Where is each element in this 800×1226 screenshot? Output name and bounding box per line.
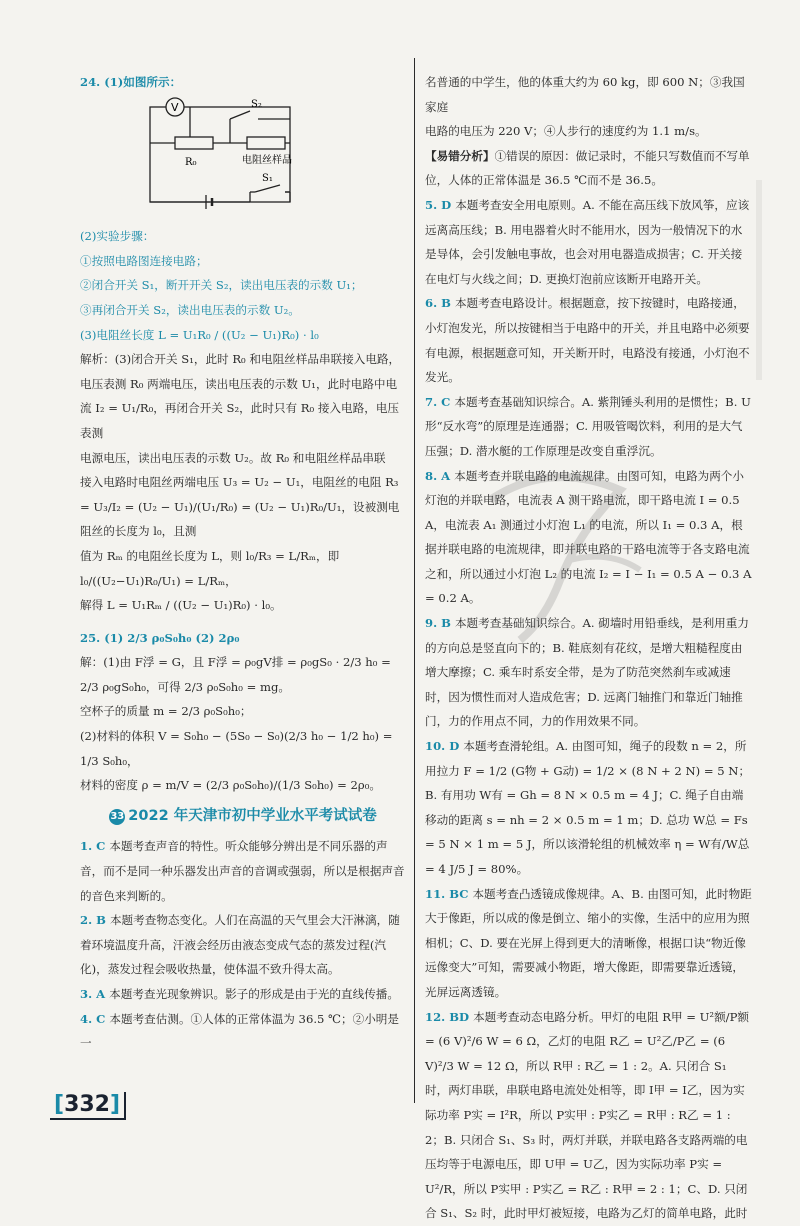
- q25-line: 材料的密度 ρ = m/V = (2/3 ρ₀S₀h₀)/(1/3 S₀h₀) = 2ρ₀。: [80, 778, 381, 793]
- q25-line: 空杯子的质量 m = 2/3 ρ₀S₀h₀；: [80, 704, 252, 719]
- q25-heading: 25. (1) 2/3 ρ₀S₀h₀ (2) 2ρ₀: [80, 630, 240, 645]
- q24-line: 接入电路时电阻丝两端电压 U₃ = U₂ − U₁，电阻丝的电阻 R₃: [80, 475, 399, 490]
- answer-item: 11. BC 本题考查凸透镜成像规律。A、B. 由图可知，此时物距大于像距，所以成的像是倒立、缩小的实像，生活中的应用为照相机；C、D. 要在光屏上得到更大的清晰像，根据口诀“物近像远像变大”可知，需要减小物距，增大像距，即需要靠近透镜，光屏远离透镜。: [425, 886, 752, 999]
- answer-item: 6. B 本题考查电路设计。根据题意，按下按键时，电路接通，小灯泡发光，所以按键相当于电路中的开关，并且电路中必须要有电源，根据题意可知，开关断开时，电路没有接通，小灯泡不发光。: [425, 296, 750, 385]
- answer-item: 9. B 本题考查基础知识综合。A. 砌墙时用铅垂线，是利用重力的方向总是竖直向下的；B. 鞋底刻有花纹，是增大粗糙程度由增大摩擦；C. 乘车时系安全带，是为了防范突然刹车或减速时，因为惯性而对人造成危害；D. 远离门轴推门和靠近门轴推门，力的作用点不同，力的作用效果不同。: [425, 616, 749, 729]
- q24-heading: 24. (1)如图所示：: [80, 75, 182, 89]
- q24-line: 流 I₂ = U₁/R₀，再闭合开关 S₂，此时只有 R₀ 接入电路，电压表测: [80, 401, 400, 440]
- answer-item: 8. A 本题考查并联电路的电流规律。由图可知，电路为两个小灯泡的并联电路，电流表 A 测干路电流，即干路电流 I = 0.5 A，电流表 A₁ 测通过小灯泡 L₁ 的电流，所以 I₁ = 0.3 A，根据并联电路的电流规律，即并联电路的干路电流等于各支路电流之和，所以通过小灯泡 L₂ 的电流 I₂ = I − I₁ = 0.5 A − 0.3 A = 0.2 A。: [425, 468, 752, 606]
- q24-line: (2)实验步骤：: [80, 229, 155, 244]
- yicuo-note: 【易错分析】①错误的原因：做记录时，不能只写数值而不写单位，人体的正常体温是 36.5 ℃而不是 36.5。: [425, 148, 750, 188]
- column-divider: [414, 58, 415, 1103]
- s2-label: S₂: [251, 98, 262, 110]
- answer-item: 4. C 本题考查估测。①人体的正常体温为 36.5 ℃；②小明是一: [80, 1011, 399, 1051]
- q24-line: ③再闭合开关 S₂，读出电压表的示数 U₂。: [80, 302, 300, 317]
- q25-line: (2)材料的体积 V = S₀h₀ − (5S₀ − S₀)(2/3 h₀ − 1/2 h₀) =: [80, 729, 393, 744]
- section-number: 33: [109, 809, 125, 825]
- margin-shade: [756, 180, 762, 380]
- section-title-text: 2022 年天津市初中学业水平考试试卷: [128, 807, 377, 824]
- sample-label: 电阻丝样品: [242, 154, 292, 166]
- q24-line: 电压表测 R₀ 两端电压，读出电压表的示数 U₁，此时电路中电: [80, 376, 398, 391]
- q25-line: 2/3 ρ₀gS₀h₀，可得 2/3 ρ₀S₀h₀ = mg。: [80, 679, 291, 694]
- answer-item: 7. C 本题考查基础知识综合。A. 紫荆锤头利用的是惯性；B. U 形“反水弯”的原理是连通器；C. 用吸管喝饮料，利用的是大气压强；D. 潜水艇的工作原理是改变自重浮沉。: [425, 394, 751, 458]
- q24-line: = U₃/I₂ = (U₂ − U₁)/(U₁/R₀) = (U₂ − U₁)R₀/U₁，设被测电阻丝的长度为 l₀，且测: [80, 499, 400, 539]
- answer-item: 3. A 本题考查光现象辨识。影子的形成是由于光的直线传播。: [80, 987, 399, 1001]
- q24-line: 解析：(3)闭合开关 S₁，此时 R₀ 和电阻丝样品串联接入电路，: [80, 352, 401, 367]
- q24-line: 电源电压，读出电压表的示数 U₂。故 R₀ 和电阻丝样品串联: [80, 450, 386, 465]
- answer-item: 2. B 本题考查物态变化。人们在高温的天气里会大汗淋漓，随着环境温度升高，汗液会经历由液态变成气态的蒸发过程(汽化)，蒸发过程会吸收热量，使体温不致升得太高。: [80, 913, 400, 977]
- answer-item: 5. D 本题考查安全用电原则。A. 不能在高压线下放风筝，应该远离高压线；B. 用电器着火时不能用水，因为一般情况下的水是导体，会引发触电事故，也会对用电器造成损害；C. 开关接在电灯与火线之间；D. 更换灯泡前应该断开电路开关。: [425, 197, 750, 286]
- q25-line: 解：(1)由 F浮 = G，且 F浮 = ρ₀gV排 = ρ₀gS₀ · 2/3 h₀ =: [80, 655, 391, 670]
- left-column: [80, 70, 406, 1056]
- r0-label: R₀: [185, 156, 197, 168]
- q24-line: 值为 Rₘ 的电阻丝长度为 L，则 l₀/R₃ = L/Rₘ，即 l₀/((U₂−U₁)R₀/U₁) = L/Rₘ，: [80, 548, 340, 588]
- q24-line: ①按照电路图连接电路；: [80, 253, 208, 268]
- section-title: [80, 804, 406, 829]
- voltmeter-label: V: [171, 100, 179, 114]
- q24-line: 解得 L = U₁Rₘ / ((U₂ − U₁)R₀) · l₀。: [80, 598, 282, 613]
- intro-line: 名普通的中学生，他的体重大约为 60 kg，即 600 N；③我国家庭: [425, 75, 745, 114]
- q24-line: (3)电阻丝长度 L = U₁R₀ / ((U₂ − U₁)R₀) · l₀: [80, 327, 319, 342]
- intro-line: 电路的电压为 220 V；④人步行的速度约为 1.1 m/s。: [425, 124, 707, 139]
- watermark-logo: [460, 440, 660, 660]
- answer-item: 10. D 本题考查滑轮组。A. 由图可知，绳子的段数 n = 2，所用拉力 F = 1/2 (G物 + G动) = 1/2 × (8 N + 2 N) = 5 N；B. 有用功 W有 = Gh = 8 N × 0.5 m = 4 J；C. 绳子自由端移动的距离 s = nh = 2 × 0.5 m = 1 m；D. 总功 W总 = Fs = 5 N × 1 m = 5 J，所以该滑轮组的机械效率 η = W有/W总 = 4 J/5 J = 80%。: [425, 739, 751, 876]
- q24-line: ②闭合开关 S₁，断开开关 S₂，读出电压表的示数 U₁；: [80, 278, 363, 293]
- s1-label: S₁: [262, 172, 273, 184]
- page-number: [332]: [50, 1092, 126, 1120]
- circuit-diagram: [120, 97, 350, 212]
- q25-line: 1/3 S₀h₀，: [80, 753, 139, 768]
- answer-item: 1. C 本题考查声音的特性。听众能够分辨出是不同乐器的声音，而不是同一种乐器发出声音的音调或强弱，所以是根据声音的音色来判断的。: [80, 839, 405, 903]
- answer-item: 12. BD 本题考查动态电路分析。甲灯的电阻 R甲 = U²额/P额 = (6 V)²/6 W = 6 Ω，乙灯的电阻 R乙 = U²乙/P乙 = (6 V)²/3 W = 12 Ω，所以 R甲 : R乙 = 1 : 2。A. 只闭合 S₁ 时，两灯串联，串联电路电流处处相等，即 I甲 = I乙，因为实际功率 P实 = I²R，所以 P实甲 : P实乙 = R甲 : R乙 = 1 : 2；B. 只闭合 S₁、S₃ 时，两灯并联，并联电路各支路两端的电压均等于电源电压，即 U甲 = U乙，因为实际功率 P实 = U²/R，所以 P实甲 : P实乙 = R乙 : R甲 = 2 : 1；C、D. 只闭合 S₁、S₂ 时，此时甲灯被短接，电路为乙灯的简单电路，此时: [425, 1009, 749, 1221]
